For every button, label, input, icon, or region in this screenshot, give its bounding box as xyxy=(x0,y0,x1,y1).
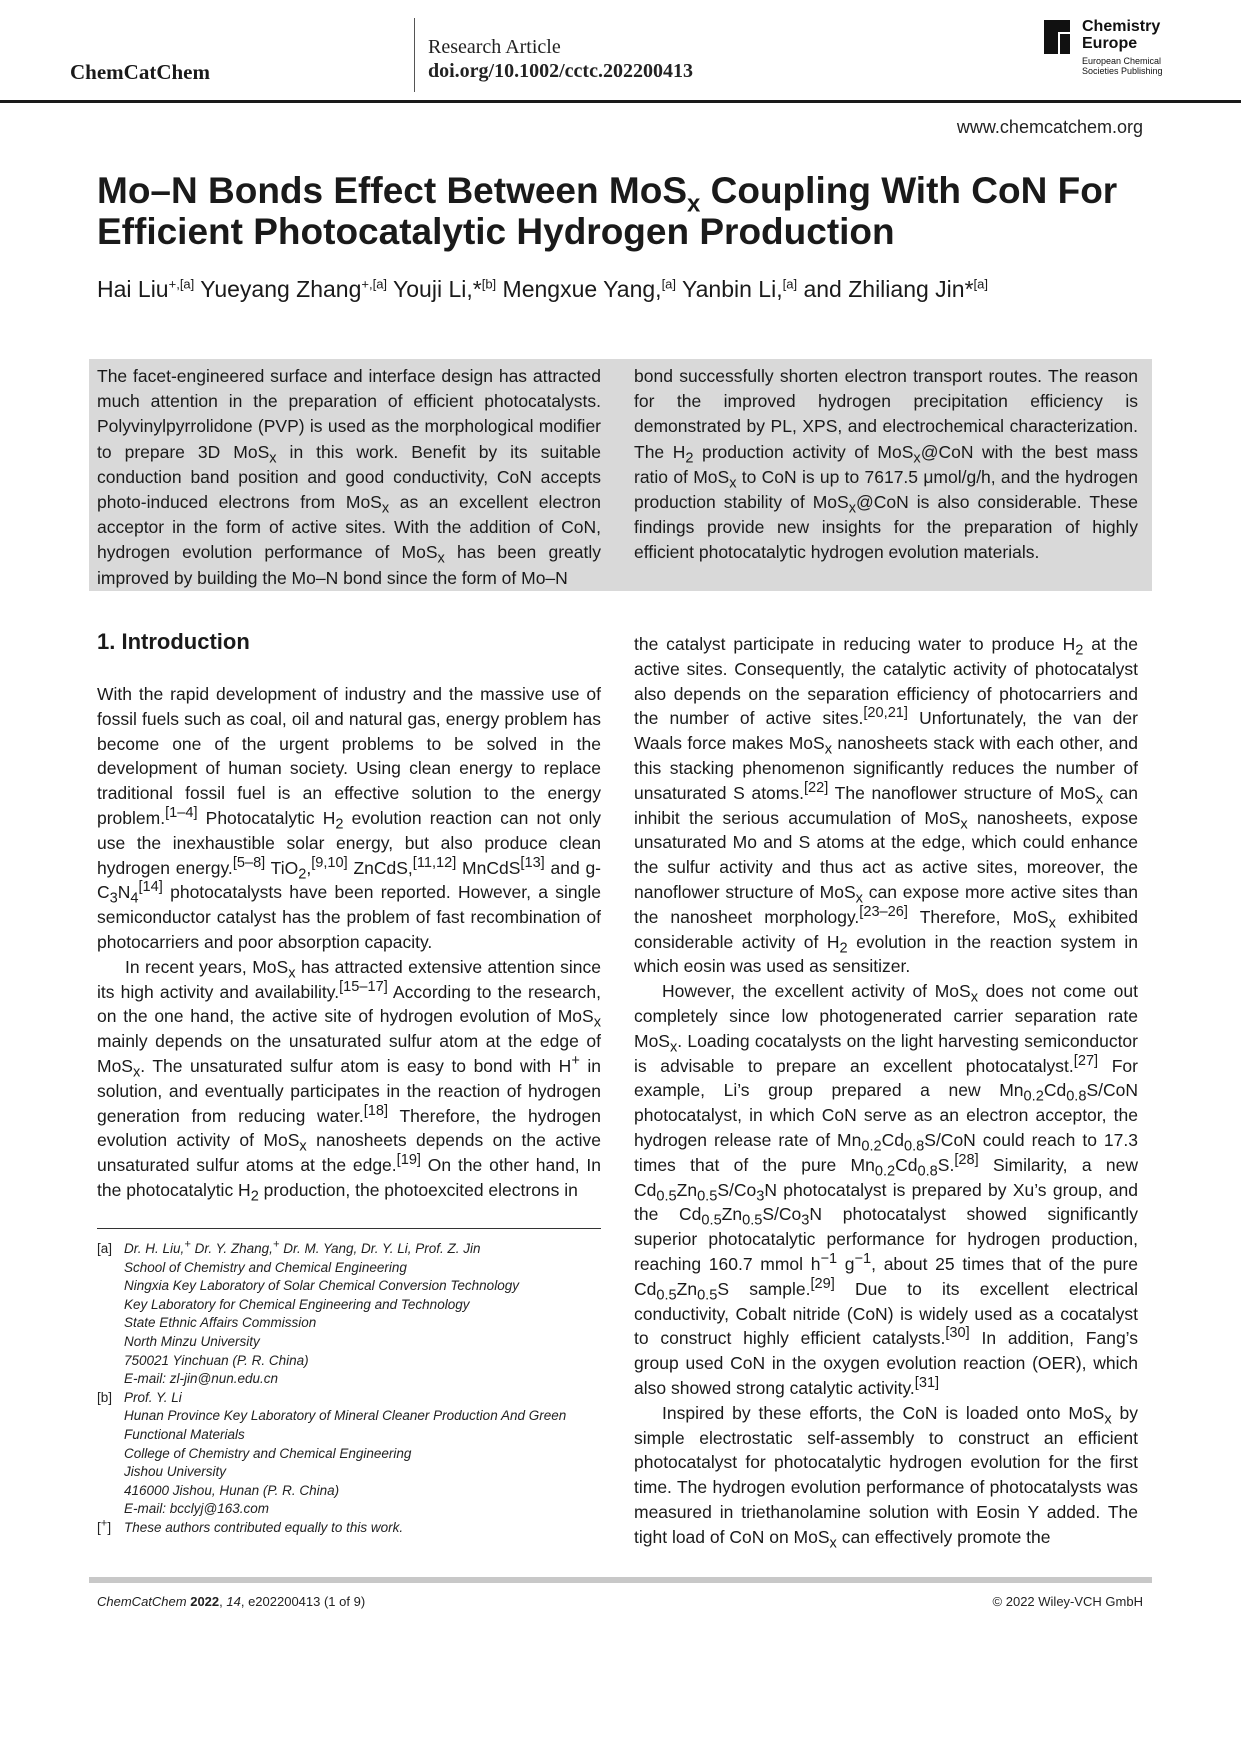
footnote-1 xyxy=(97,1240,617,1389)
footnote-line: Dr. H. Liu,+ Dr. Y. Zhang,+ Dr. M. Yang, Dr. Y. Li, Prof. Z. Jin xyxy=(124,1238,481,1256)
footnote-2 xyxy=(97,1389,617,1519)
author: Yanbin Li, xyxy=(676,276,783,302)
footnote-line: School of Chemistry and Chemical Engineering xyxy=(124,1259,407,1275)
footnote-line: These authors contributed equally to this work. xyxy=(124,1519,404,1535)
logo-subtitle: European Chemical Societies Publishing xyxy=(1082,56,1163,76)
footnote-line: College of Chemistry and Chemical Engineering xyxy=(124,1445,412,1461)
body-right-column xyxy=(634,632,1139,1552)
author: and Zhiliang Jin* xyxy=(797,276,974,302)
footnote-line[interactable]: E-mail: bcclyj@163.com xyxy=(124,1501,269,1517)
footer-copyright: © 2022 Wiley-VCH GmbH xyxy=(992,1594,1143,1609)
paragraph: Inspired by these efforts, the CoN is loaded onto MoS$_x$ by simple electrostatic self-assembly to construct an efficient photocatalyst for photocatalytic hydrogen evolution for the first time. The hydrogen evolution performance of photocatalysts was measured in triethanolamine solution with Eosin Y added. The tight load of CoN on MoS$_x$ can effectively promote the xyxy=(634,1402,1138,1552)
footnote-label: [+] xyxy=(97,1517,112,1535)
logo-name: Chemistry Europe xyxy=(1082,18,1161,52)
footnote-line: Functional Materials xyxy=(124,1426,245,1442)
doi-link[interactable]: doi.org/10.1002/cctc.202200413 xyxy=(428,60,693,82)
journal-name: ChemCatChem xyxy=(70,60,210,84)
footnote-label: [a] xyxy=(97,1241,113,1256)
footnote-line: 750021 Yinchuan (P. R. China) xyxy=(124,1352,309,1368)
footnote-line: Hunan Province Key Laboratory of Mineral Cleaner Production And Green xyxy=(124,1408,567,1424)
footnote-rule xyxy=(97,1228,601,1229)
footnote-3 xyxy=(97,1519,617,1538)
footnote-line: North Minzu University xyxy=(124,1333,260,1349)
author: Mengxue Yang, xyxy=(496,276,662,302)
chemistry-europe-logo-icon xyxy=(1044,20,1078,54)
footer-rule xyxy=(89,1577,1152,1583)
footnote-line: State Ethnic Affairs Commission xyxy=(124,1315,317,1331)
body-left-column xyxy=(97,682,601,1203)
footnote-label: [b] xyxy=(97,1389,113,1405)
journal-website[interactable]: www.chemcatchem.org xyxy=(956,117,1143,137)
article-title: Mo–N Bonds Effect Between MoS$_x$ Coupling With CoN For Efficient Photocatalytic Hydrogen Production xyxy=(97,170,1118,252)
footnote-line: 416000 Jishou, Hunan (P. R. China) xyxy=(124,1482,340,1498)
author: Youji Li,* xyxy=(387,276,482,302)
footnote-line: Ningxia Key Laboratory of Solar Chemical Conversion Technology xyxy=(124,1278,519,1294)
header-divider xyxy=(414,18,415,92)
header-rule xyxy=(0,100,1241,103)
footer-citation: ChemCatChem 2022, 14, e202200413 (1 of 9) xyxy=(97,1594,366,1609)
author-list: Hai Liu$^{+,[a]}$ Yueyang Zhang$^{+,[a]}$ Youji Li,*[b] Mengxue Yang,[a] Yanbin Li,[a] and Zhiliang Jin*[a] xyxy=(97,276,988,302)
footnote-line: Key Laboratory for Chemical Engineering and Technology xyxy=(124,1296,470,1312)
section-heading-introduction: 1. Introduction xyxy=(97,629,250,654)
paragraph: However, the excellent activity of MoS$_x$ does not come out completely since low photogenerated carrier separation rate MoS$_x$. Loading cocatalysts on the light harvesting semiconductor is advisable to prepare an excellent photocatalyst.[27] For example, Li’s group prepared a new $Mn_{0.2}Cd_{0.8}S$/CoN photocatalyst, in which CoN serve as an electron acceptor, the hydrogen release rate of $Mn_{0.2}Cd_{0.8}S$/CoN could reach to 17.3 times that of the pure $Mn_{0.2}Cd_{0.8}S.[28]$ Similarity, a new $Cd_{0.5}Zn_{0.5}S/Co_3N$ photocatalyst is prepared by Xu’s group, and the $Cd_{0.5}Zn_{0.5}S/Co_3N$ photocatalyst showed significantly superior photocatalytic performance for hydrogen production, reaching 160.7 mmol $h^{-1}$ $g^{-1}$, about 25 times that of the pure $Cd_{0.5}Zn_{0.5}S$ sample.[29] Due to its excellent electrical conductivity, Cobalt nitride (CoN) is widely used as a cocatalyst to construct highly efficient catalysts.[30] In addition, Fang’s group used CoN in the oxygen evolution reaction (OER), which also showed strong catalytic activity.[31] xyxy=(634,981,1139,1398)
paragraph: With the rapid development of industry and the massive use of fossil fuels such as coal, oil and natural gas, energy problem has become one of the urgent problems to be solved in the development of human society. Using clean energy to replace traditional fossil fuel is an effective solution to the energy problem.[1–4] Photocatalytic $H_2$ evolution reaction can not only use the inexhaustible solar energy, but also produce clean hydrogen energy.[5–8] TiO$_2$,[9,10] ZnCdS,[11,12] MnCdS[13] and $g-C_3N_4[14]$ photocatalysts have been reported. However, a single semiconductor catalyst has the problem of fast recombination of photocarriers and poor absorption capacity. xyxy=(97,684,601,952)
author: Hai Liu xyxy=(97,276,169,302)
affiliation-footnotes xyxy=(97,1240,617,1538)
footnote-line: Prof. Y. Li xyxy=(124,1389,182,1405)
paragraph: the catalyst participate in reducing water to produce $H_2$ at the active sites. Consequently, the catalytic activity of photocatalyst also depends on the separation efficiency of photocarriers and the number of active sites.[20,21] Unfortunately, the van der Waals force makes MoS$_x$ nanosheets stack with each other, and this stacking phenomenon significantly reduces the number of unsaturated S atoms.[22] The nanoflower structure of MoS$_x$ can inhibit the serious accumulation of MoS$_x$ nanosheets, expose unsaturated Mo and S atoms at the edge, which could enhance the sulfur activity and thus act as active sites, moreover, the nanoflower structure of MoS$_x$ can expose more active sites than the nanosheet morphology.[23–26] Therefore, MoS$_x$ exhibited considerable activity of $H_2$ evolution in the reaction system in which eosin was used as sensitizer. xyxy=(634,634,1139,977)
chemistry-europe-logo[interactable] xyxy=(1044,18,1174,82)
author: Yueyang Zhang xyxy=(194,276,362,302)
article-type: Research Article xyxy=(428,36,561,58)
abstract-right-column: bond successfully shorten electron transport routes. The reason for the improved hydrogen precipitation efficiency is demonstrated by PL, XPS, and electrochemical characterization. The $H_2$ production activity of MoS$_x$@CoN with the best mass ratio of MoS$_x$ to CoN is up to 7617.5 μmol/g/h, and the hydrogen production stability of MoS$_x$@CoN is also considerable. These findings provide new insights for the preparation of highly efficient photocatalytic hydrogen evolution materials. xyxy=(634,366,1139,563)
footnote-line[interactable]: E-mail: zl-jin@nun.edu.cn xyxy=(124,1371,279,1387)
footnote-line: Jishou University xyxy=(124,1464,227,1480)
paragraph: In recent years, MoS$_x$ has attracted extensive attention since its high activity and availability.[15–17] According to the research, on the one hand, the active site of hydrogen evolution of MoS$_x$ mainly depends on the unsaturated sulfur atom at the edge of MoS$_x$. The unsaturated sulfur atom is easy to bond with H+ in solution, and eventually participates in the reaction of hydrogen generation from reducing water.[18] Therefore, the hydrogen evolution activity of MoS$_x$ nanosheets depends on the active unsaturated sulfur atoms at the edge.[19] On the other hand, In the photocatalytic $H_2$ production, the photoexcited electrons in xyxy=(97,956,602,1205)
abstract-left-column: The facet-engineered surface and interface design has attracted much attention in the preparation of efficient photocatalysts. Polyvinylpyrrolidone (PVP) is used as the morphological modifier to prepare 3D MoS$_x$ in this work. Benefit by its suitable conduction band position and good conductivity, CoN accepts photo-induced electrons from MoS$_x$ as an excellent electron acceptor in the form of active sites. With the addition of CoN, hydrogen evolution performance of MoS$_x$ has been greatly improved by building the Mo–N bond since the form of Mo–N xyxy=(97,366,601,588)
